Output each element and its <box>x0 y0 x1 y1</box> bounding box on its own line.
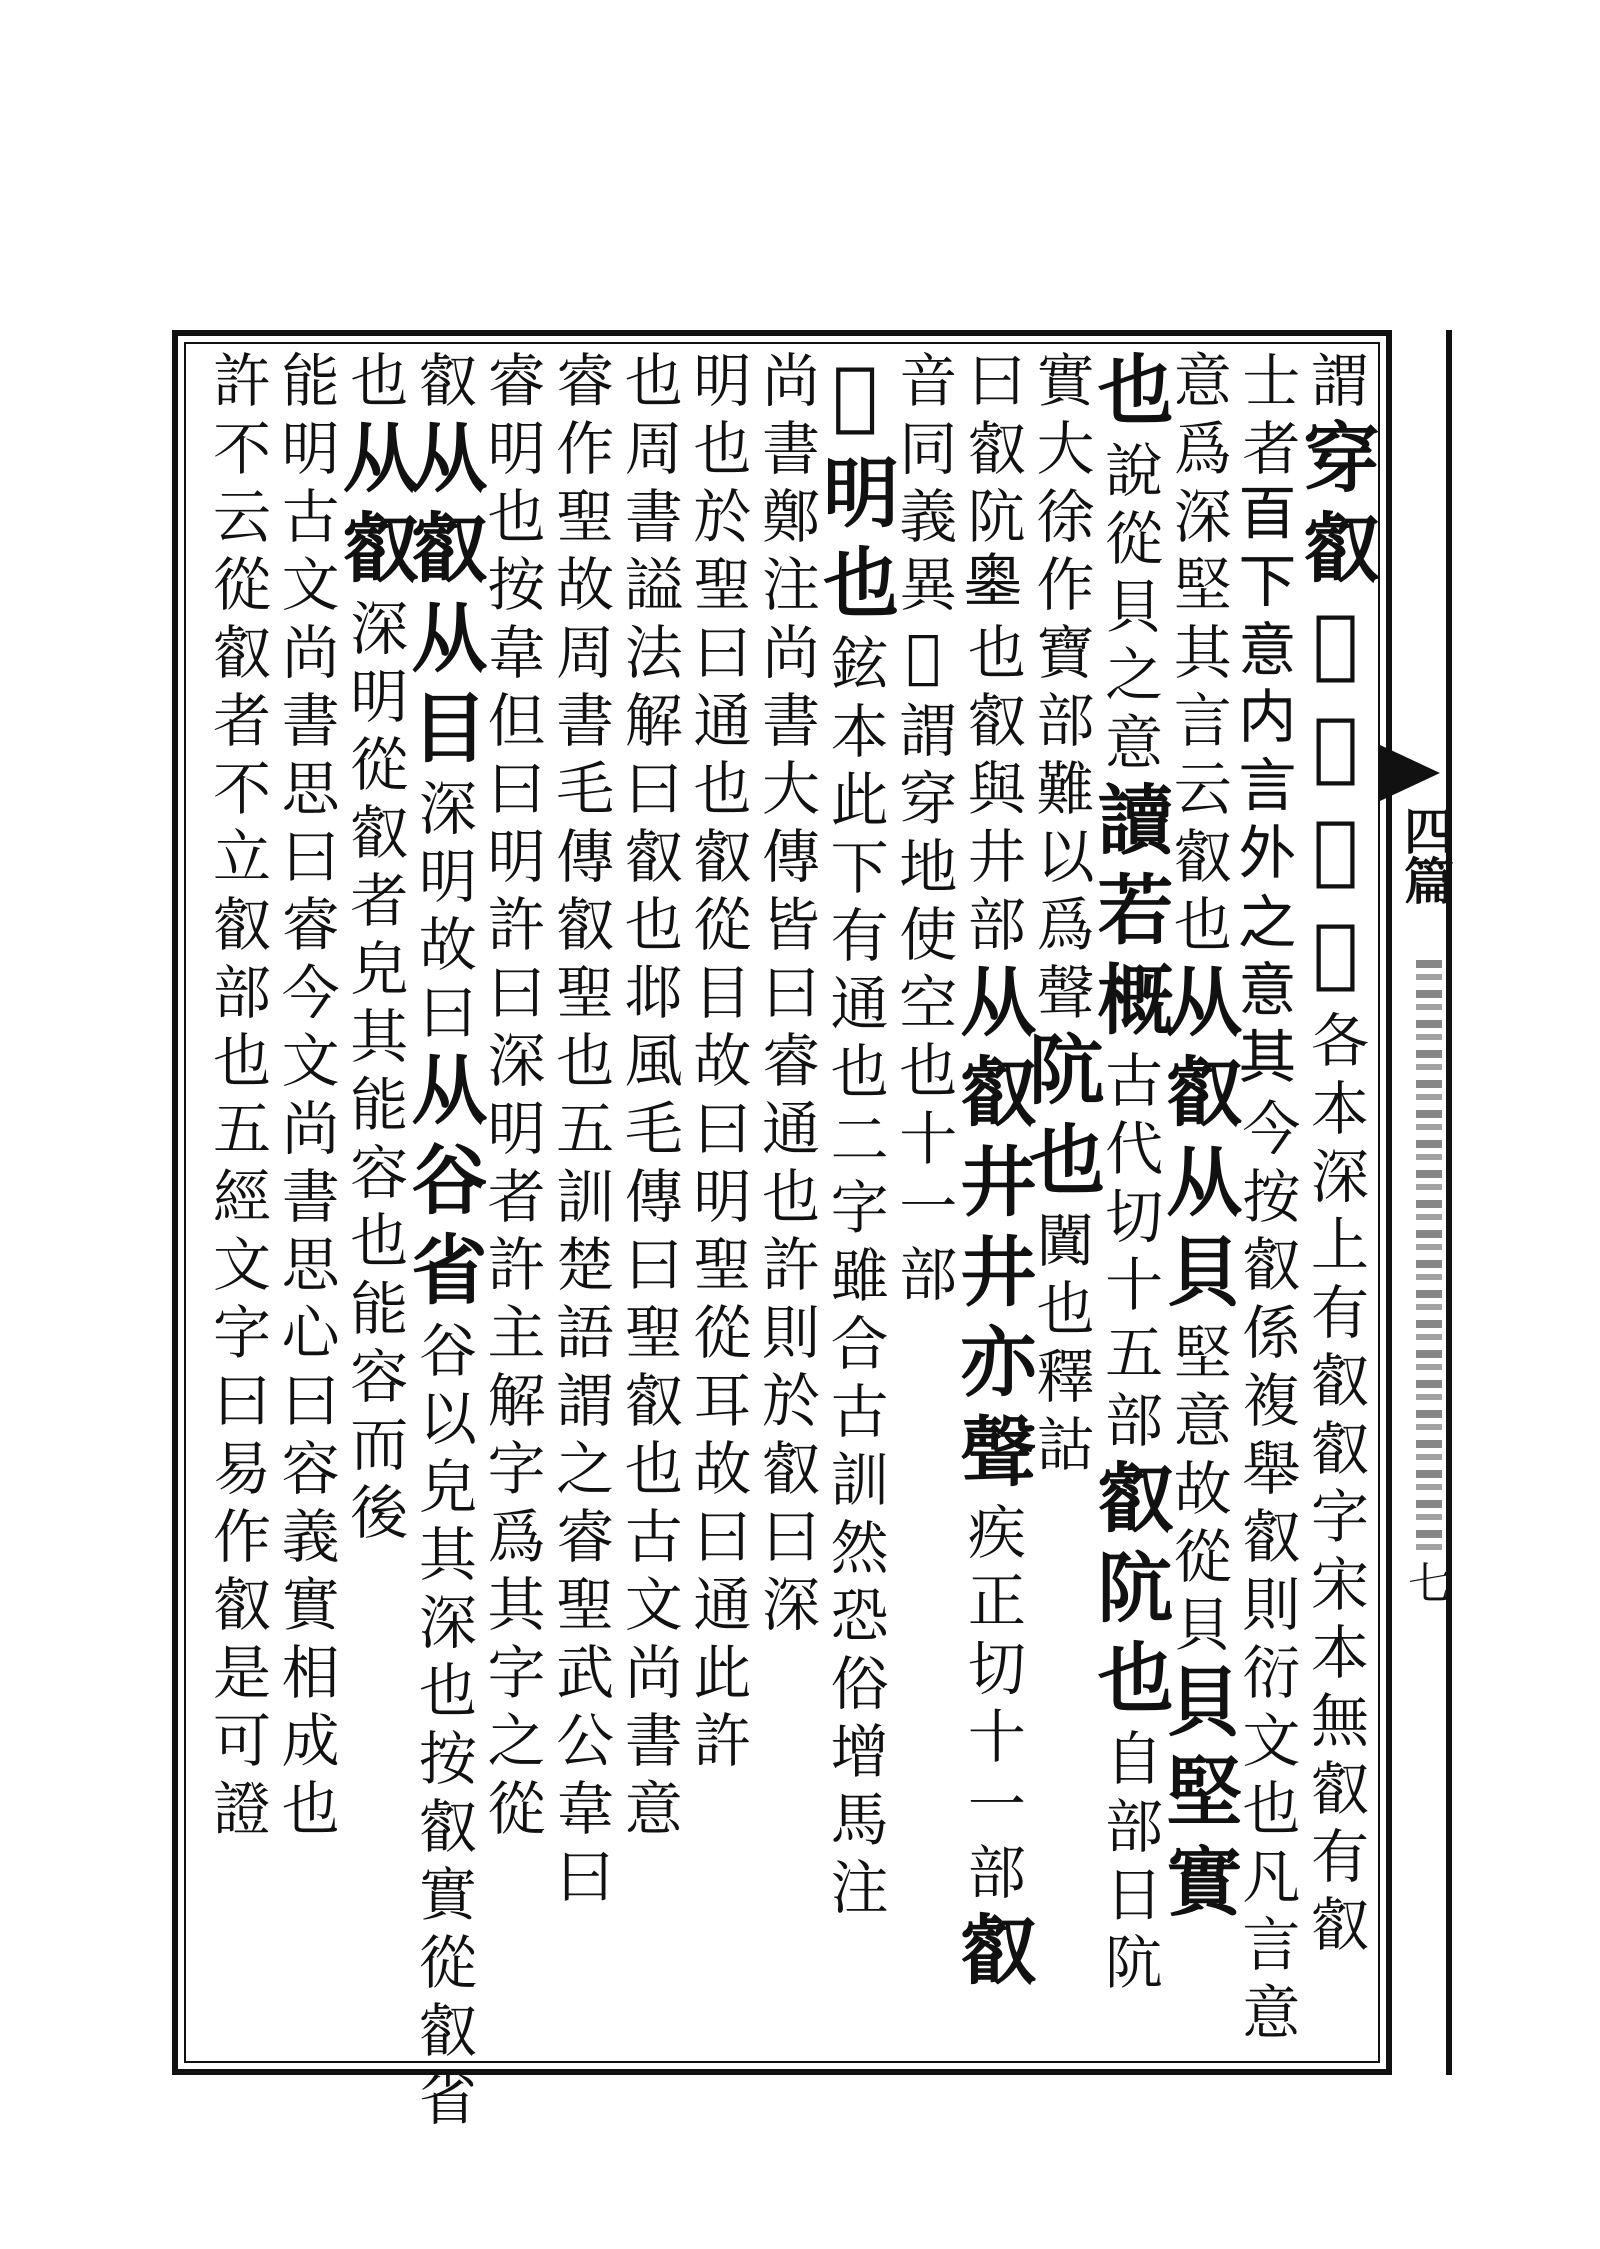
text-column <box>479 350 545 2060</box>
headword-text: 从叡从目 <box>398 418 488 778</box>
text-column <box>398 350 488 2136</box>
headword-text: 也 <box>1016 1120 1106 1210</box>
commentary-text: 也周書謚法解曰叡也邶風毛傳曰聖叡也古文尚書意 <box>614 350 683 1846</box>
headword-text: 从谷省 <box>398 1050 488 1320</box>
headword-text: 讀若 <box>1085 780 1175 960</box>
headword-text: 叡 <box>1085 1458 1175 1548</box>
commentary-text: 能明古文尚書思曰睿今文尚書思心曰容義實相成也 <box>271 350 340 1846</box>
headword-text: 𥦚 <box>810 350 900 453</box>
commentary-text: 堅意故從貝 <box>1163 1322 1232 1662</box>
fish-tail-mark <box>1380 745 1440 801</box>
text-column <box>330 350 420 2060</box>
section-title: 四篇 <box>1396 805 1455 905</box>
commentary-text: 意爲深堅其言云叡也 <box>1163 350 1232 962</box>
commentary-text: 疾正切十一部 <box>957 1502 1026 1910</box>
commentary-text: 谷以皃其深也按叡實從叡省 <box>408 1320 477 2136</box>
text-column <box>753 350 819 2060</box>
text-column <box>273 350 339 2060</box>
headword-text: 貝堅實 <box>1153 1662 1243 1932</box>
commentary-text: 者 <box>1232 418 1301 486</box>
headword-text: 阬 <box>1016 1030 1106 1120</box>
headword-text: 也 <box>1085 350 1175 440</box>
text-column <box>1085 350 1175 2060</box>
text-column <box>1016 350 1106 2060</box>
commentary-text: 從叡者皃其能容也能容而後 <box>340 734 409 1550</box>
text-column <box>204 350 270 2060</box>
text-column <box>616 350 682 2060</box>
commentary-text: 部難以爲聲 <box>1026 690 1095 1030</box>
headword-text: 𥦚堅意也 <box>1291 598 1380 1010</box>
headword-text: 从叡井 <box>947 962 1037 1232</box>
commentary-text: 睿明也按韋但曰明許曰深明者許主解字爲其字之從 <box>477 350 546 1846</box>
commentary-text: 明也於聖曰通也叡從目故曰明聖從耳故曰通此許 <box>683 350 752 1778</box>
text-column <box>1153 350 1243 2060</box>
commentary-text: 𦣻下意内言外之意其 <box>1232 486 1301 1098</box>
headword-text: 概 <box>1085 960 1175 1050</box>
commentary-text: 許不云從叡者不立叡部也五經文字曰易作叡是可證 <box>203 350 271 1846</box>
text-column <box>1233 350 1299 2060</box>
text-column <box>810 350 900 2060</box>
headword-text: 阬也 <box>1085 1548 1175 1728</box>
commentary-text: 各本深上有叡叡字宋本無叡有叡 <box>1301 1010 1369 1962</box>
text-column <box>947 350 1037 2060</box>
text-column <box>547 350 613 2060</box>
commentary-text: 音同義異𡟧謂穿地使空也 <box>889 350 958 1108</box>
text-block <box>196 350 1380 2136</box>
headword-text: 从叡从貝 <box>1153 962 1243 1322</box>
commentary-text: 叡 <box>408 350 477 418</box>
page-number: 七 <box>1400 1560 1451 1604</box>
text-column <box>1291 350 1380 2060</box>
margin-print-texture <box>1416 960 1442 1560</box>
headword-text: 穿 <box>1291 418 1380 508</box>
headword-text: 叡 <box>947 1910 1037 2000</box>
commentary-text: 士 <box>1232 350 1301 418</box>
headword-text: 从叡 <box>330 418 420 598</box>
commentary-text: 自部日阬 <box>1095 1728 1164 2000</box>
commentary-text: 說從貝之意 <box>1095 440 1164 780</box>
commentary-text: 鉉本此下有通也二字雖合古訓然恐俗增馬注 <box>820 633 889 1925</box>
commentary-text: 闐也釋詁 <box>1026 1210 1095 1482</box>
commentary-text: 謂 <box>1301 350 1369 418</box>
commentary-text: 也 <box>340 350 409 418</box>
commentary-text: 實大徐作寶 <box>1026 350 1095 690</box>
commentary-text: 曰叡阬𡒃也叡與井部 <box>957 350 1026 962</box>
commentary-text: 古代切十五部 <box>1095 1050 1164 1458</box>
commentary-text: 深明故曰 <box>408 778 477 1050</box>
commentary-text: 十一部 <box>889 1108 958 1312</box>
headword-text: 明也 <box>810 453 900 633</box>
commentary-text: 睿作聖故周書毛傳叡聖也五訓楚語謂之睿聖武公韋曰 <box>546 350 615 1914</box>
commentary-text: 尚書鄭注尚書大傳皆曰睿通也許則於叡曰深 <box>752 350 820 1642</box>
commentary-text: 深明 <box>340 598 409 734</box>
text-column <box>684 350 750 2060</box>
text-column <box>890 350 956 2060</box>
headword-text: 井亦聲 <box>947 1232 1037 1502</box>
commentary-text: 今按叡係複舉叡則衍文也凡言意 <box>1232 1098 1301 2050</box>
headword-text: 叡 <box>1291 508 1380 598</box>
